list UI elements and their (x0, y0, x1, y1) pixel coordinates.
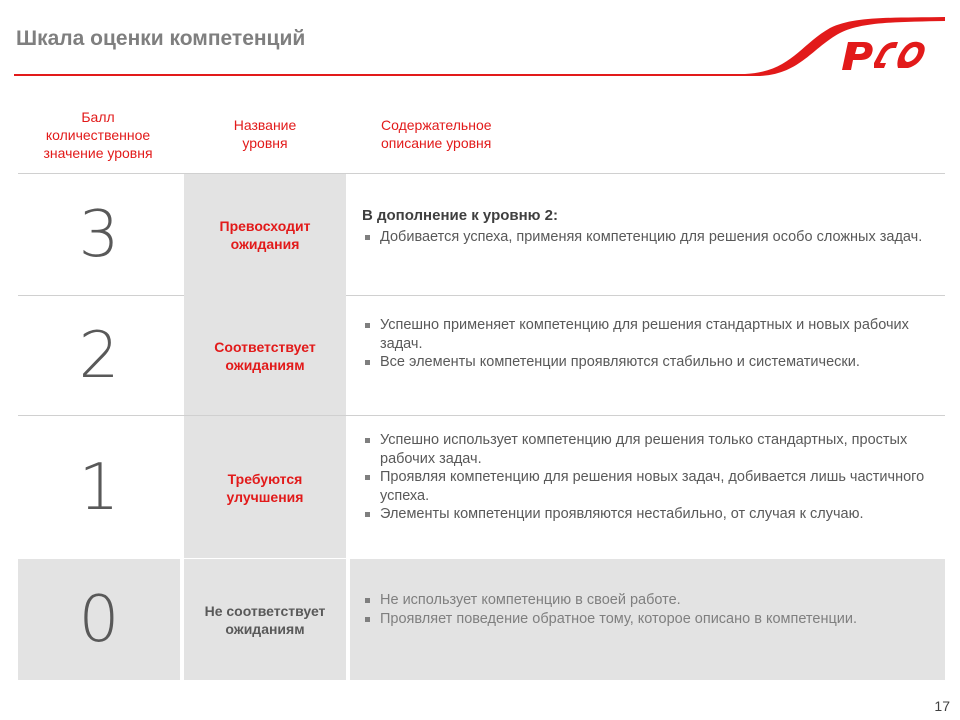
column-header-score: Балл количественное значение уровня (43, 109, 153, 161)
list-item: Успешно использует компетенцию для решения только стандартных, простых рабочих задач. (362, 431, 935, 468)
page-number: 17 (934, 698, 950, 714)
description-list (362, 316, 935, 372)
level-name-cell: Требуются улучшения (184, 416, 346, 559)
description-cell (350, 174, 945, 296)
score-cell: 0 (18, 559, 180, 680)
list-item: Не использует компетенцию в своей работе. (362, 591, 935, 610)
score-cell: 2 (78, 318, 120, 393)
description-list (362, 431, 935, 524)
score-cell: 3 (78, 198, 120, 272)
table-row (18, 416, 945, 559)
description-list (362, 591, 935, 628)
table-row (18, 173, 945, 296)
list-item: Успешно применяет компетенцию для решения стандартных и новых рабочих задач. (362, 316, 935, 353)
list-item: Все элементы компетенции проявляются стабильно и систематически. (362, 353, 935, 372)
page-title: Шкала оценки компетенций (16, 27, 306, 50)
description-cell (350, 295, 945, 416)
level-name-cell: Превосходит ожидания (184, 174, 346, 296)
title-divider (14, 74, 754, 76)
list-item: Проявляет поведение обратное тому, которое описано в компетенции. (362, 610, 935, 629)
description-list (362, 228, 935, 247)
list-item: Добивается успеха, применяя компетенцию для решения особо сложных задач. (362, 228, 935, 247)
list-item: Элементы компетенции проявляются нестабильно, от случая к случаю. (362, 505, 935, 524)
description-cell (350, 416, 945, 559)
rzd-logo (838, 32, 930, 72)
score-cell: 1 (78, 450, 120, 525)
table-row (18, 559, 945, 680)
column-header-description: Содержательное описание уровня (381, 117, 492, 151)
column-header-level: Название уровня (233, 117, 297, 151)
level-name-cell: Соответствует ожиданиям (184, 295, 346, 416)
table-row (18, 295, 945, 416)
list-item: Проявляя компетенцию для решения новых задач, добивается лишь частичного успеха. (362, 468, 935, 505)
description-lead: В дополнение к уровню 2: (362, 207, 558, 224)
level-name-cell: Не соответствует ожиданиям (184, 559, 346, 680)
description-cell (350, 559, 945, 680)
